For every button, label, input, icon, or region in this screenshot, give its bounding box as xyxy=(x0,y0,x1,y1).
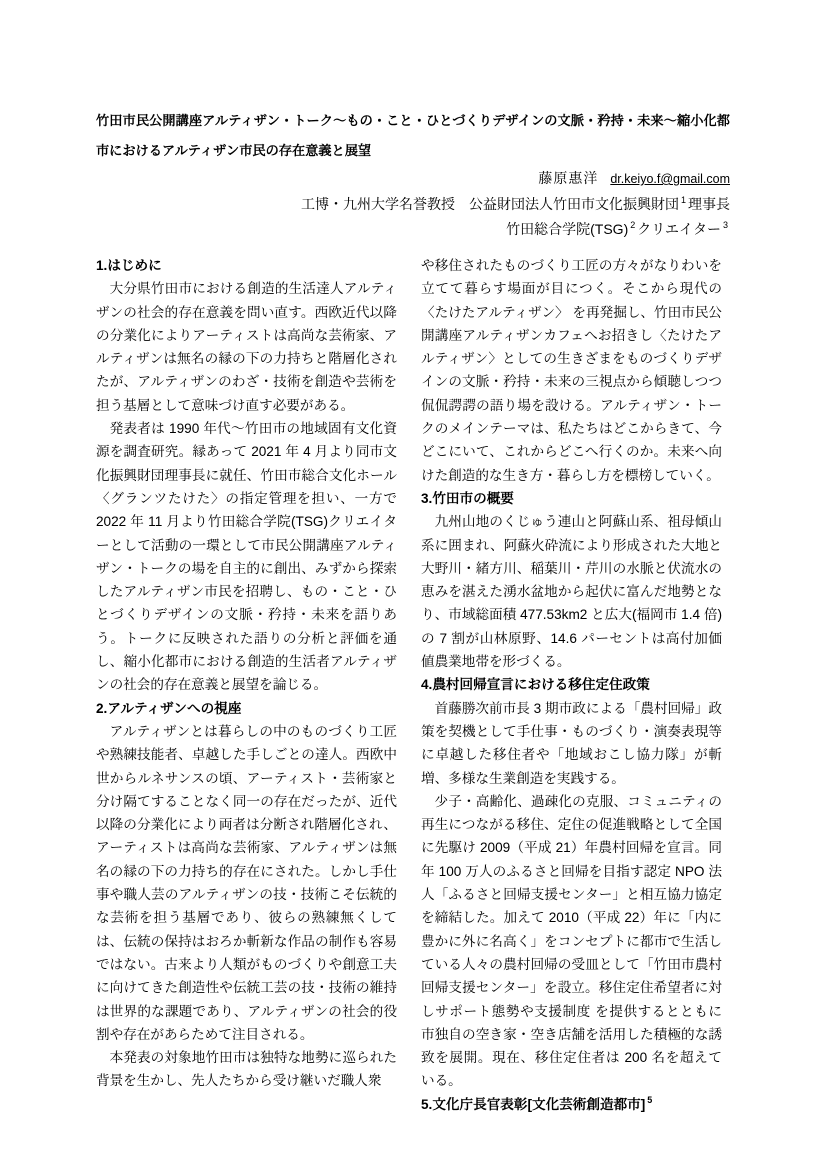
affiliation-text-1: 工博・九州大学名誉教授 公益財団法人竹田市文化振興財団 xyxy=(300,196,679,212)
section-heading-2: 2.アルティザンへの視座 xyxy=(96,700,242,716)
author-email-link[interactable]: dr.keiyo.f@gmail.com xyxy=(610,172,730,186)
affiliation-line-1 xyxy=(96,192,730,217)
footnote-marker-1: 1 xyxy=(680,195,686,206)
footnote-marker-5: 5 xyxy=(647,1095,653,1106)
paragraph-s4-1: 首藤勝次前市長 3 期市政による「農村回帰」政策を契機として手仕事・ものづくり・演奏表現等に卓越した移住者や「地域おこし協力隊」が斬増、多様な生業創造を実践する。 xyxy=(421,700,722,786)
paragraph-s1-1: 大分県竹田市における創造的生活達人アルティザンの社会的存在意義を問い直す。西欧近代以降の分業化によりアーティストは高尚な芸術家、アルティザンは無名の縁の下の力持ちと階層化されたが、アルティザンのわざ・技術を創造や芸術を担う基層として意味づけ直す必要がある。 xyxy=(96,281,397,413)
footnote-marker-3: 3 xyxy=(722,220,728,231)
section-heading-1: 1.はじめに xyxy=(96,258,162,273)
affiliation-role-1: 理事長 xyxy=(688,196,730,212)
section-heading-3: 3.竹田市の概要 xyxy=(421,490,514,506)
affiliation-text-2: 竹田総合学院(TSG) xyxy=(506,221,629,237)
paragraph-s2-2-left: 本発表の対象地竹田市は独特な地勢に巡られた背景を生かし、先人たちから受け継いだ職人衆 xyxy=(96,1050,397,1089)
paragraph-s2-2-right: や移住されたものづくり工匠の方々がなりわいを立てて暮らす場面が目につく。そこから現代の〈たけたアルティザン〉 を再発掘し、竹田市民公開講座アルティザンカフェへお招きし〈たけたアルティザン〉としての生きざまをものづくりデザインの文脈・矜持・未来の三視点から傾聴しつつ侃侃諤諤の語り場を設ける。アルティザン・トークのメインテーマは、私たちはどこからきて、今どこにいて、これからどこへ行くのか。未来へ向けた創造的な生き方・暮らし方を標榜していく。 xyxy=(421,258,722,483)
author-name: 藤原惠洋 xyxy=(538,170,599,186)
section-heading-5-text: 5.文化庁長官表彰[文化芸術創造都市] xyxy=(421,1096,646,1112)
paragraph-s2-1: アルティザンとは暮らしの中のものづくり工匠や熟練技能者、卓越した手しごとの達人。西欧中世からルネサンスの頃、アーティスト・芸術家と分け隔てすることなく同一の存在だったが、近代以降の分業化により両者は分断され階層化され、アーティストは高尚な芸術家、アルティザンは無名の縁の下の力持ち的存在にされた。しかし手仕事や職人芸のアルティザンの技・技術こそ伝統的な芸術を担う基層であり、彼らの熟練無くしては、伝統の保持はおろか斬新な作品の制作も容易ではない。古来より人類がものづくりや創意工夫に向けてきた創造性や伝統工芸の技・技術の維持は世界的な課題であり、アルティザンの社会的役割や存在があらためて注目される。 xyxy=(96,723,397,1042)
footnote-marker-2: 2 xyxy=(630,220,636,231)
paragraph-s1-2: 発表者は 1990 年代～竹田市の地域固有文化資源を調査研究。縁あって 2021 年 4 月より同市文化振興財団理事長に就任、竹田市総合文化ホール〈グランツたけた〉の指定管理を担い、一方で 2022 年 11 月より竹田総合学院(TSG)クリエイターとして活動の一環として市民公開講座アルティザン・トークの場を自主的に創出、みずから探索したアルティザン市民を招聘し、もの・こと・ひとづくりデザインの文脈・矜持・未来を語りあう。トークに反映された語りの分析と評価を通し、縮小化都市における創造的生活者アルティザンの社会的存在意義と展望を論じる。 xyxy=(96,421,397,693)
author-line xyxy=(96,166,730,192)
affiliation-role-2: クリエイター xyxy=(637,221,721,237)
paragraph-s4-2: 少子・高齢化、過疎化の克服、コミュニティの再生につながる移住、定住の促進戦略として全国に先駆け 2009（平成 21）年農村回帰を宣言。同年 100 万人のふるさと回帰を目指す認定 NPO 法人「ふるさと回帰支援センター」と相互協力協定を締結した。加えて 2010（平成 22）年に「内に豊かに外に名高く」をコンセプトに都市で生活している人々の農村回帰の受皿として「竹田市農村回帰支援センター」を設立。移住定住希望者に対しサポート態勢や支援制度 を提供するとともに市独自の空き家・空き店舗を活用した積極的な誘致を展開。現在、移住定住者は 200 名を超えている。 xyxy=(421,793,722,1089)
affiliation-line-2 xyxy=(96,217,730,242)
paragraph-s3-1: 九州山地のくじゅう連山と阿蘇山系、祖母傾山系に囲まれ、阿蘇火砕流により形成された大地と大野川・緒方川、稲葉川・芹川の水脈と伏流水の恵みを湛えた湧水盆地から起伏に富んだ地勢となり、市域総面積 477.53km2 と広大(福岡市 1.4 倍)の 7 割が山林原野、14.6 パーセントは高付加価値農業地帯を形づくる。 xyxy=(421,514,722,670)
section-heading-5 xyxy=(421,1093,722,1116)
right-column xyxy=(421,254,722,1116)
section-heading-4: 4.農村回帰宣言における移住定住政策 xyxy=(421,677,650,693)
two-column-body xyxy=(96,254,722,1116)
paper-title: 竹田市民公開講座アルティザン・トーク～もの・こと・ひとづくりデザインの文脈・矜持・未来～縮小化都市におけるアルティザン市民の存在意義と展望 xyxy=(96,113,730,158)
page-content xyxy=(96,106,730,1116)
left-column xyxy=(96,254,397,1116)
